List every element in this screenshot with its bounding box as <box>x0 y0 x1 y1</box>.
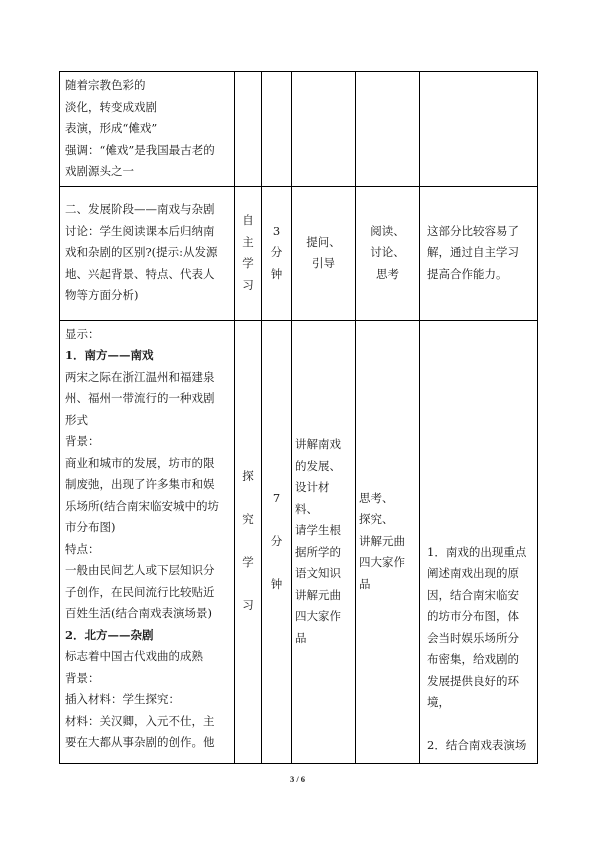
content-line: 乐场所(结合南宋临安城中的坊 <box>65 498 219 513</box>
time-char: 7 <box>272 490 281 505</box>
table-row <box>60 320 538 763</box>
method-char: 学 <box>242 256 254 270</box>
section-heading: 二、发展阶段——南戏与杂剧 <box>65 202 215 217</box>
time-char: 3 <box>272 223 281 238</box>
content-cell <box>60 186 235 320</box>
student-line: 四大家作 <box>359 555 405 570</box>
subsection-heading: 2．北方——杂剧 <box>65 627 154 642</box>
time-char: 钟 <box>270 576 283 591</box>
content-line: 形式 <box>65 412 88 427</box>
intent-line: 1．南戏的出现重点 <box>427 544 527 559</box>
content-line: 插入材料：学生探究： <box>65 692 180 706</box>
content-line: 子创作，在民间流行比较贴近 <box>65 584 215 599</box>
student-line: 讨论、 <box>370 245 405 260</box>
method-cell <box>235 320 262 763</box>
student-activity-cell <box>356 186 420 320</box>
time-cell <box>262 72 292 187</box>
intent-line: 会当时娱乐场所分 <box>427 630 519 645</box>
content-line: 背景： <box>65 434 100 448</box>
student-line: 品 <box>359 576 371 591</box>
intent-line: 2．结合南戏表演场 <box>427 738 527 752</box>
intent-line: 的坊市分布图，体 <box>427 609 519 623</box>
content-line: 市分布图) <box>65 520 116 534</box>
intent-line: 发展提供良好的环 <box>427 673 519 688</box>
content-line: 淡化，转变成戏剧 <box>65 99 157 114</box>
teacher-line: 讲解南戏 <box>295 437 341 451</box>
content-line: 表演，形成“傩戏” <box>65 121 158 135</box>
time-char: 钟 <box>270 266 283 281</box>
teacher-activity-cell <box>292 186 356 320</box>
content-line: 两宋之际在浙江温州和福建泉 <box>65 369 215 384</box>
method-char: 究 <box>242 512 254 527</box>
method-char: 习 <box>242 598 254 613</box>
student-activity-cell <box>356 72 420 187</box>
content-cell <box>60 320 235 763</box>
teacher-line: 请学生根 <box>295 523 341 537</box>
content-line: 讨论：学生阅读课本后归纳南 <box>65 223 215 238</box>
teacher-line: 语文知识 <box>295 566 341 580</box>
content-line: 商业和城市的发展，坊市的限 <box>65 455 215 470</box>
intent-line: 布密集，给戏剧的 <box>427 652 519 666</box>
teacher-line: 四大家作 <box>295 609 341 623</box>
design-intent-cell <box>420 320 538 763</box>
content-line: 戏剧源头之一 <box>65 164 134 178</box>
content-line: 材料：关汉卿，入元不仕，主 <box>65 713 215 728</box>
content-line: 背景： <box>65 670 100 685</box>
time-cell <box>262 186 292 320</box>
time-char: 分 <box>270 533 283 548</box>
intent-line: 提高合作能力。 <box>427 266 508 281</box>
teacher-line: 料、 <box>295 501 318 516</box>
content-line: 强调：“傩戏”是我国最古老的 <box>65 142 215 157</box>
teacher-line: 提问、 <box>306 234 341 249</box>
content-line: 随着宗教色彩的 <box>65 78 146 92</box>
method-char: 主 <box>242 234 254 249</box>
lesson-plan-table <box>59 71 538 764</box>
content-line: 物等方面分析) <box>65 288 139 303</box>
intent-line: 境， <box>427 695 450 709</box>
content-line: 一般由民间艺人或下层知识分 <box>65 563 215 577</box>
teacher-line: 引导 <box>312 256 335 270</box>
method-char: 学 <box>242 555 254 570</box>
content-line: 显示： <box>65 326 100 341</box>
table-row <box>60 72 538 187</box>
design-intent-cell <box>420 72 538 187</box>
method-cell <box>235 186 262 320</box>
method-char: 习 <box>242 277 254 292</box>
teacher-line: 品 <box>295 630 307 645</box>
teacher-line: 据所学的 <box>295 544 341 559</box>
method-char: 探 <box>242 469 254 484</box>
content-line: 制废弛，出现了许多集市和娱 <box>65 477 215 491</box>
content-cell <box>60 72 235 187</box>
intent-line: 因，结合南宋临安 <box>427 587 519 602</box>
method-char: 自 <box>242 213 254 227</box>
time-char: 分 <box>270 245 283 260</box>
teacher-line: 的发展、 <box>295 458 341 473</box>
content-line: 州、福州一带流行的一种戏剧 <box>65 391 215 405</box>
intent-spacer <box>427 714 530 736</box>
intent-line: 阐述南戏出现的原 <box>427 566 519 580</box>
content-line: 要在大都从事杂剧的创作。他 <box>65 735 215 749</box>
student-line: 阅读、 <box>370 223 405 238</box>
content-line: 特点： <box>65 541 100 556</box>
teacher-line: 设计材 <box>295 480 330 494</box>
content-line: 戏和杂剧的区别?(提示:从发源 <box>65 245 218 260</box>
subsection-heading: 1．南方——南戏 <box>65 348 154 362</box>
page-number: 3 / 6 <box>289 774 306 784</box>
content-line: 百姓生活(结合南戏表演场景) <box>65 606 212 620</box>
teacher-activity-cell <box>292 320 356 763</box>
student-line: 思考、 <box>359 490 394 505</box>
content-line: 地、兴起背景、特点、代表人 <box>65 266 215 281</box>
student-activity-cell <box>356 320 420 763</box>
student-line: 探究、 <box>359 512 394 527</box>
student-line: 思考 <box>376 266 399 281</box>
intent-line: 这部分比较容易了 <box>427 223 519 238</box>
student-line: 讲解元曲 <box>359 533 405 548</box>
teacher-line: 讲解元曲 <box>295 587 341 602</box>
teacher-activity-cell <box>292 72 356 187</box>
method-cell <box>235 72 262 187</box>
content-line: 标志着中国古代戏曲的成熟 <box>65 649 203 663</box>
table-row <box>60 186 538 320</box>
time-cell <box>262 320 292 763</box>
design-intent-cell <box>420 186 538 320</box>
intent-line: 解，通过自主学习 <box>427 245 519 260</box>
